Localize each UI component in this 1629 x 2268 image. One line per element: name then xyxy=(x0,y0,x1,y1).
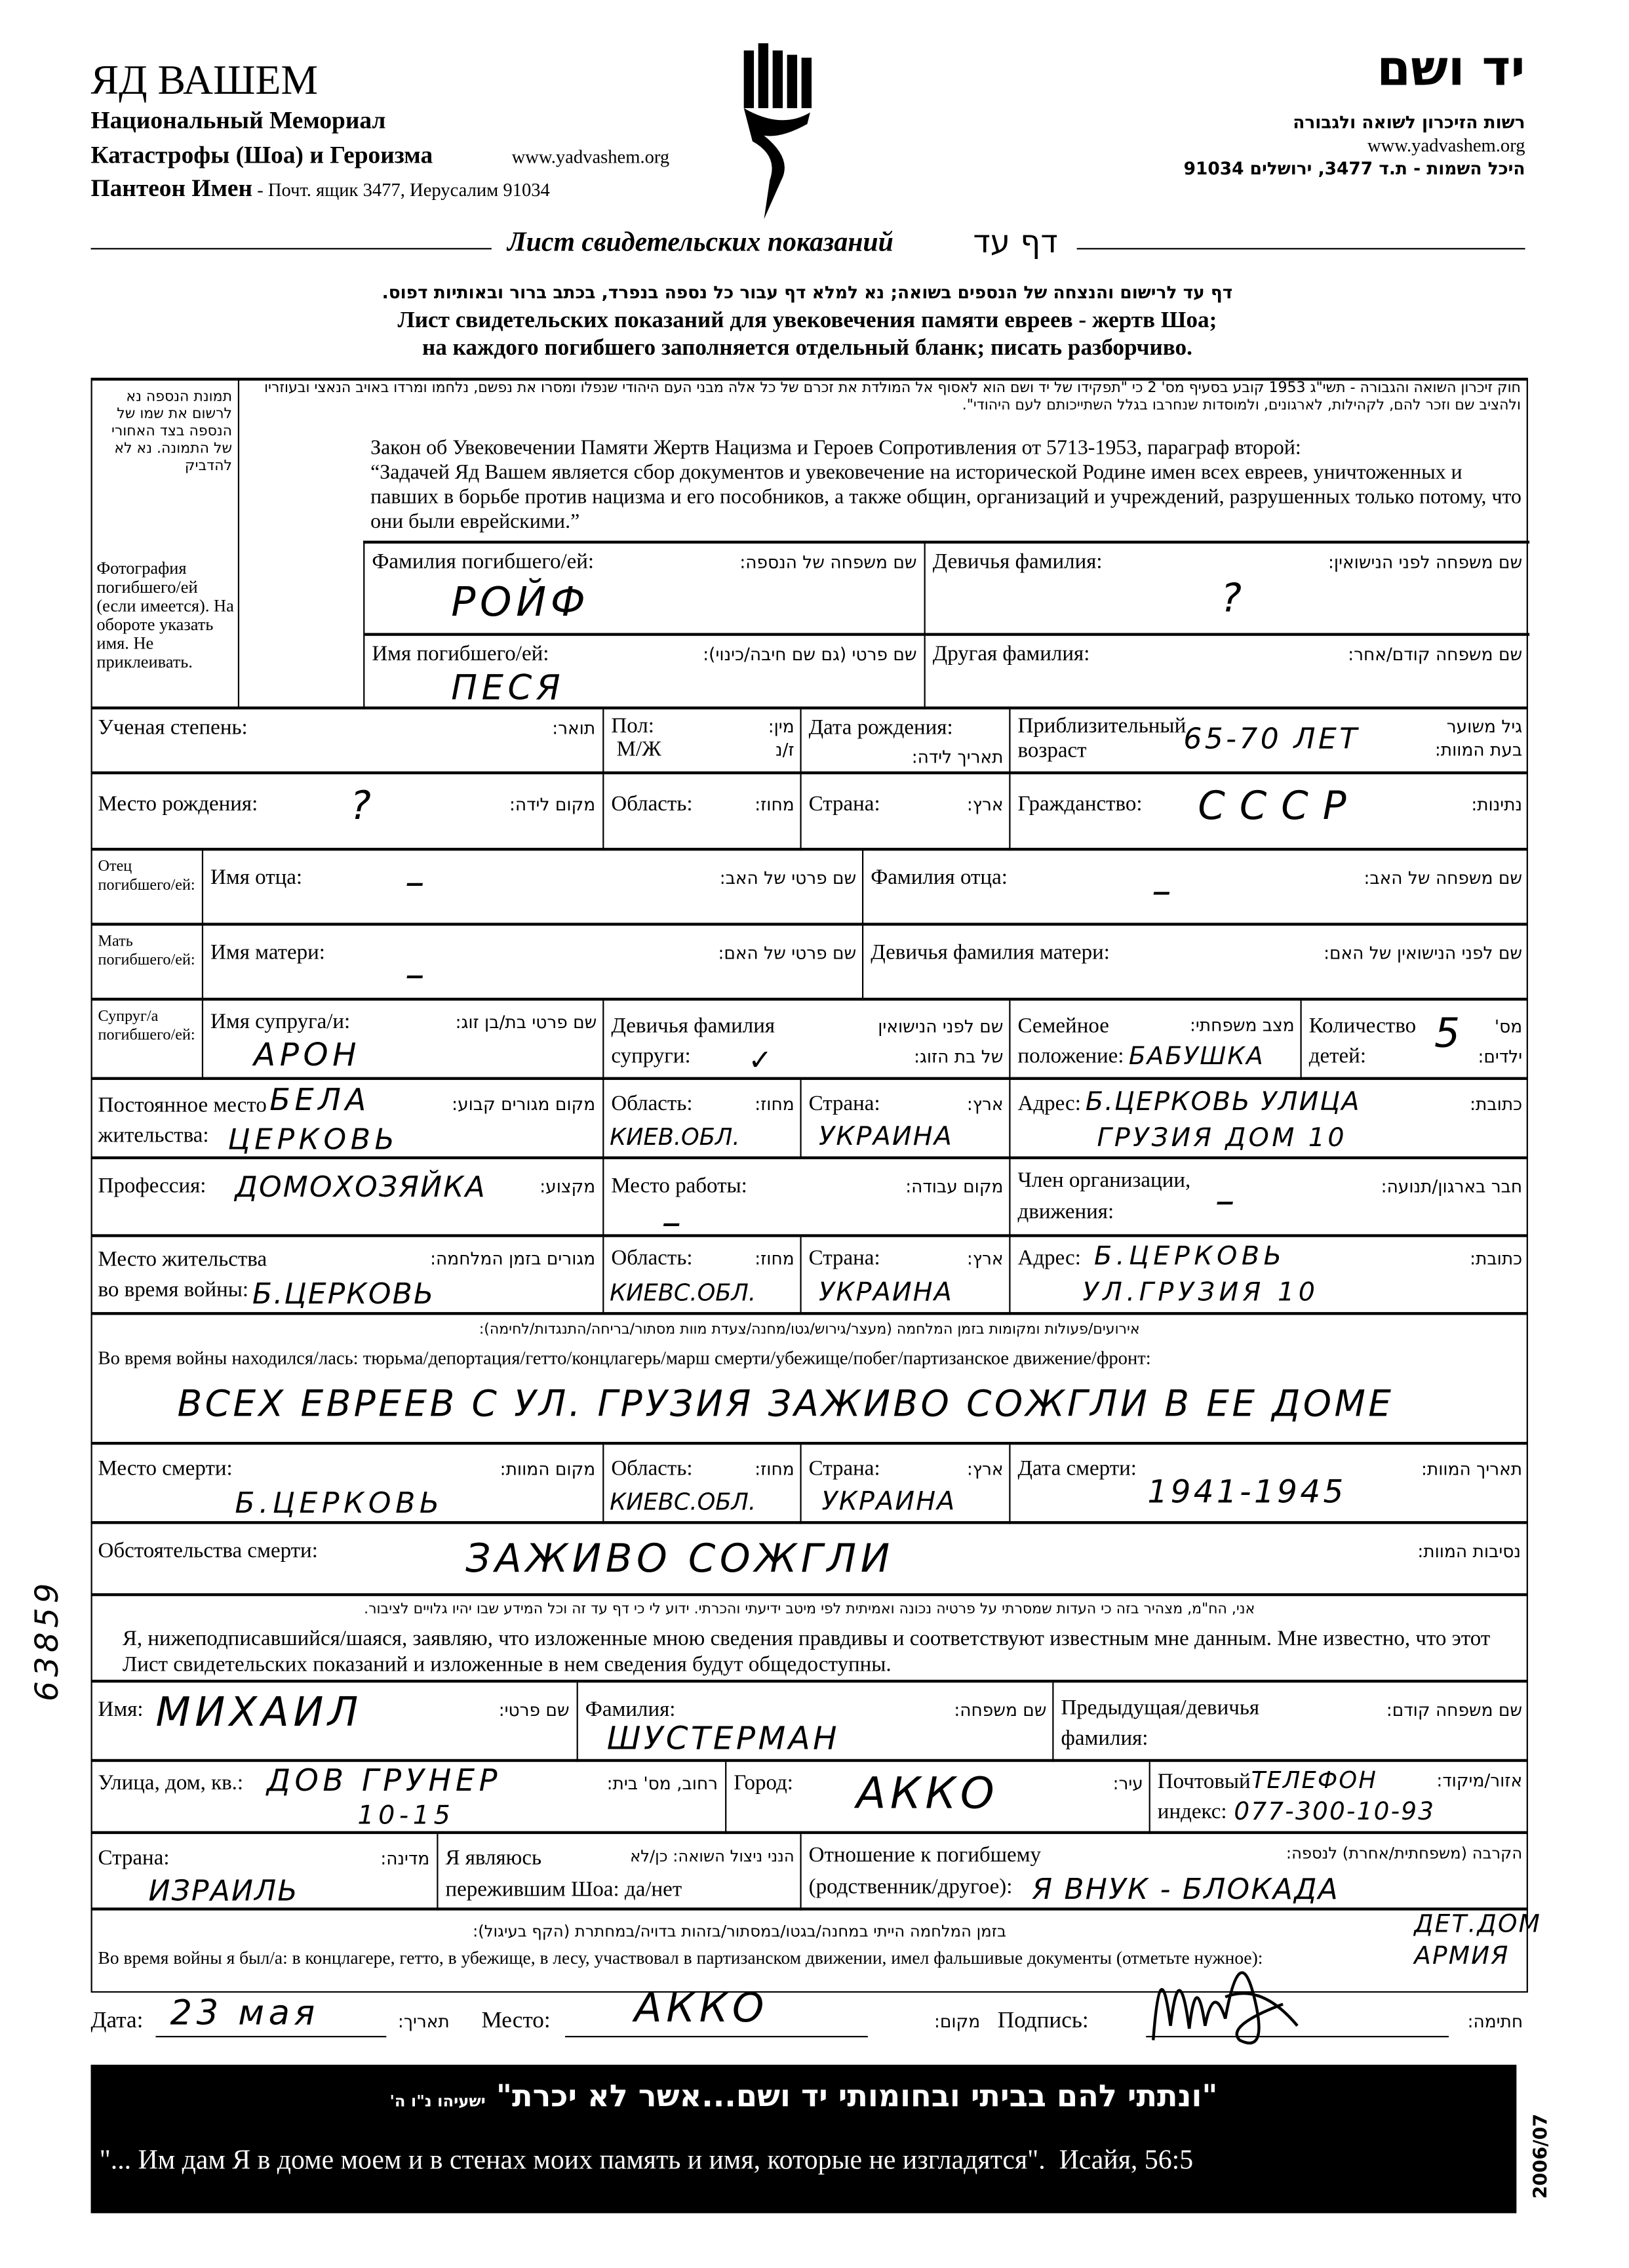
form-title-ru: Лист свидетельских показаний xyxy=(507,228,893,258)
witness-city-field[interactable] xyxy=(725,1762,1150,1834)
war-region-field[interactable] xyxy=(602,1237,801,1315)
war-events-label-he: אירועים/פעולות ומקומות בזמן המלחמה (מעצר/גירוש/גטו/מחנה/צעדת מוות מסתור/בריחה/התנגדות/לחימה): xyxy=(479,1322,1140,1338)
label-he: אזור/מיקוד: xyxy=(1436,1770,1523,1791)
handwritten-value: КИЕВ.ОБЛ. xyxy=(610,1123,740,1151)
title-rule-left xyxy=(91,248,492,249)
signature-label: Подпись: xyxy=(997,2008,1089,2033)
handwritten-value: ГРУЗИЯ ДОМ 10 xyxy=(1097,1123,1347,1154)
label: Страна: xyxy=(98,1846,170,1871)
label-he: שם לפני הנישואין xyxy=(878,1016,1004,1037)
organization-field[interactable] xyxy=(1009,1159,1529,1237)
workplace-field[interactable] xyxy=(602,1159,1010,1246)
label: Член организации, xyxy=(1017,1169,1191,1193)
label: детей: xyxy=(1308,1045,1366,1069)
mother-section-label: Мать погибшего/ей: xyxy=(98,932,195,969)
label-he: שם משפחה של האב: xyxy=(1364,867,1523,888)
handwritten-value: РОЙФ xyxy=(451,578,590,626)
org-line1: Национальный Мемориал xyxy=(90,106,386,134)
label: Область: xyxy=(611,1247,693,1271)
label-he: ארץ: xyxy=(966,1094,1004,1115)
label-he: ילדים: xyxy=(1478,1046,1523,1067)
signature-scribble-icon xyxy=(1139,1940,1312,2069)
label-he: תאריך לידה: xyxy=(911,747,1004,767)
mother-name-field[interactable] xyxy=(202,926,863,1001)
label-he: שם משפחה קודם: xyxy=(1386,1700,1523,1721)
label: Место рождения: xyxy=(98,793,258,816)
birth-region-field[interactable] xyxy=(602,774,801,851)
death-place-field[interactable] xyxy=(91,1444,603,1524)
handwritten-value: ЦЕРКОВЬ xyxy=(227,1121,399,1157)
degree-field[interactable] xyxy=(91,709,603,774)
photo-note-he: תמונת הנספה נא לרשום את שמו של הנספה בצד האחורי של התמונה. נא לא להדביק xyxy=(111,389,233,475)
handwritten-value: 1941-1945 xyxy=(1147,1475,1346,1511)
handwritten-value: – xyxy=(661,1201,686,1246)
law-title-ru: Закон об Увековечении Памяти Жертв Нацизма и Героев Сопротивления от 5713-1953, параграф второй: xyxy=(370,437,1301,460)
label-he: מקום עבודה: xyxy=(905,1176,1004,1197)
age-field[interactable] xyxy=(1009,709,1529,774)
handwritten-value: ДОВ ГРУНЕР xyxy=(266,1763,502,1799)
label-he: ארץ: xyxy=(966,794,1004,815)
row-degree xyxy=(91,707,1528,774)
residence-field[interactable] xyxy=(91,1080,603,1159)
footer-quote-ru xyxy=(100,2145,1193,2177)
handwritten-value: АККО xyxy=(856,1769,999,1820)
quote-he: "ונתתי להם בביתי ובחומותי יד ושם...אשר לא יכרת" xyxy=(496,2079,1218,2114)
org-url: www.yadvashem.org xyxy=(511,146,670,168)
label-he: רחוב, מס' בית: xyxy=(606,1773,718,1794)
handwritten-value: БАБУШКА xyxy=(1128,1042,1265,1071)
children-count-field[interactable] xyxy=(1300,1001,1529,1080)
row-declaration xyxy=(91,1593,1528,1682)
label: пережившим Шоа: да/нет xyxy=(445,1879,682,1902)
label-he: שם פרטי: xyxy=(498,1700,570,1721)
label: положение: xyxy=(1017,1045,1124,1069)
instructions-he: דף עד לרישום והנצחה של הנספים בשואה; נא למלא דף עבור כל נספה בנפרד, בכתב ברור ובאותיות דפוס. xyxy=(382,283,1233,303)
war-events-value: ВСЕХ ЕВРЕЕВ С УЛ. ГРУЗИЯ ЗАЖИВО СОЖГЛИ В ЕЕ ДОМЕ xyxy=(177,1382,1394,1425)
form-title-he: דף עד xyxy=(973,225,1058,262)
father-section-label: Отец погибшего/ей: xyxy=(98,858,195,894)
handwritten-value: ДОМОХОЗЯЙКА xyxy=(235,1169,486,1204)
declaration-ru: Я, нижеподписавшийся/шаяся, заявляю, что изложенные мною сведения правдивы и соответствуют известным мне данным. Мне известно, что этот Лист свидетельских показаний и изложенные в нем сведения будут общедоступны. xyxy=(122,1627,1491,1677)
label-he: גיל משוער xyxy=(1446,716,1523,737)
label: Страна: xyxy=(808,1247,880,1271)
place-label: Место: xyxy=(481,2008,551,2033)
war-residence-field[interactable] xyxy=(91,1237,603,1315)
row-witness-address xyxy=(91,1759,1528,1834)
label-he: מין: xyxy=(768,716,795,737)
label: Место жительства xyxy=(98,1248,267,1272)
row-residence xyxy=(91,1077,1528,1159)
war-country-field[interactable] xyxy=(800,1237,1010,1315)
victim-first-name-field[interactable] xyxy=(364,636,925,709)
row-profession xyxy=(91,1157,1528,1246)
handwritten-value: ШУСТЕРМАН xyxy=(606,1721,840,1758)
residence-address-field[interactable] xyxy=(1009,1080,1529,1159)
mother-maiden-field[interactable] xyxy=(862,926,1529,1001)
label: Имя погибшего/ей: xyxy=(372,643,549,666)
handwritten-value: УКРАИНА xyxy=(821,1486,956,1517)
family-status-field[interactable] xyxy=(1009,1001,1301,1080)
law-text-he: חוק זיכרון השואה והגבורה - תשי"ג 1953 קובע בסעיף מס' 2 כי "תפקידו של יד ושם הוא לאסוף אל המולדת את זכרם של כל אלה מבני העם היהודי שנפלו ומסרו את נפשם, נלחמו ומרדו באויב הנאצי ובעוזריו ולהציב שם וזכר להם, לקהילות, לארגונים, ולמוסדות שנחרבו בגלל השתייכותם לעם היהודי". xyxy=(264,380,1521,414)
title-rule-right xyxy=(1077,248,1525,249)
label: возраст xyxy=(1017,740,1087,763)
label: жительства: xyxy=(98,1124,209,1148)
margin-archive-number: 63859 xyxy=(30,1578,67,1701)
label-he: שם משפחה קודם/אחר: xyxy=(1348,644,1523,665)
dob-field[interactable] xyxy=(800,709,1010,774)
label-he: שם משפחה של הנספה: xyxy=(739,552,917,573)
label-he: ארץ: xyxy=(966,1248,1004,1269)
label-he: מחוז: xyxy=(755,1248,795,1269)
org-name-he: יד ושם xyxy=(1377,40,1525,98)
label: Страна: xyxy=(808,1092,880,1117)
label-he: שם פרטי של האם: xyxy=(718,943,857,963)
handwritten-value: ТЕЛЕФОН xyxy=(1251,1766,1377,1794)
label-he: כתובת: xyxy=(1470,1248,1523,1269)
row-mother xyxy=(91,923,1528,1001)
father-name-field[interactable] xyxy=(202,850,863,925)
label: индекс: xyxy=(1157,1800,1227,1824)
label: Другая фамилия: xyxy=(932,643,1090,666)
war-events-label-ru: Во время войны находился/лась: тюрьма/депортация/гетто/концлагерь/марш смерти/убежище/побег/партизанское движение/фронт: xyxy=(98,1346,1151,1368)
handwritten-value: УКРАИНА xyxy=(819,1277,954,1308)
label: Семейное xyxy=(1017,1015,1109,1039)
residence-region-field[interactable] xyxy=(602,1080,801,1159)
label-he: שם פרטי של האב: xyxy=(719,867,857,888)
handwritten-value: ? xyxy=(350,784,376,829)
label-he: כתובת: xyxy=(1470,1094,1523,1115)
spouse-name-field[interactable] xyxy=(202,1001,604,1080)
war-status-he: בזמן המלחמה הייתי במחנה/בגטו/במסתור/בזהות בדויה/במחתרת (הקף בעיגול): xyxy=(473,1922,1007,1941)
label: Улица, дом, кв.: xyxy=(98,1772,244,1795)
date-label-he: תאריך: xyxy=(397,2011,450,2032)
victim-surname-field[interactable] xyxy=(364,544,925,636)
footer-quote-he xyxy=(91,2079,1517,2114)
row-witness-name xyxy=(91,1680,1528,1762)
label: Дата смерти: xyxy=(1017,1458,1137,1481)
label: Количество xyxy=(1308,1015,1417,1039)
label-he: נסיבות המוות: xyxy=(1417,1541,1521,1562)
label: Отношение к погибшему xyxy=(808,1844,1042,1867)
place-line[interactable] xyxy=(565,2036,868,2037)
label: Адрес: xyxy=(1017,1247,1081,1271)
birth-country-field[interactable] xyxy=(800,774,1010,851)
label-he: נתינות: xyxy=(1471,794,1523,815)
handwritten-value: – xyxy=(404,953,429,998)
signature-label-he: חתימה: xyxy=(1467,2011,1523,2032)
label: супруги: xyxy=(611,1045,691,1069)
label: Девичья фамилия: xyxy=(932,551,1103,574)
law-quote-ru: “Задачей Яд Вашем является сбор документов и увековечение на исторической Родине имен всех евреев, уничтоженных и павших в борьбе против нацизма и его пособников, а также общин, организаций и учреждений, разрушенных только потому, что они были еврейскими.” xyxy=(370,461,1521,534)
org-line3 xyxy=(91,174,550,203)
label: движения: xyxy=(1017,1201,1114,1224)
handwritten-value: АРМИЯ xyxy=(1414,1942,1510,1972)
label: Имя отца: xyxy=(210,866,303,890)
label: (родственник/другое): xyxy=(808,1875,1013,1900)
quote-he-ref: ישעיהו נ"ו ה' xyxy=(389,2092,486,2111)
label-he: שם פרטי (גם שם חיבה/כינוי): xyxy=(703,644,917,665)
label-he: עיר: xyxy=(1112,1773,1143,1794)
label-he: מצב משפחתי: xyxy=(1189,1015,1295,1035)
label: Имя супруга/и: xyxy=(210,1010,351,1034)
label: Место работы: xyxy=(611,1175,747,1199)
handwritten-value: ПЕСЯ xyxy=(451,667,565,708)
label-he: ז/נ xyxy=(775,740,795,760)
label-he: מקום מגורים קבוע: xyxy=(452,1094,596,1115)
label-he: חבר בארגון/תנועה: xyxy=(1381,1176,1523,1197)
label: Имя: xyxy=(98,1698,144,1722)
war-status-ru: Во время войны я был/а: в концлагере, гетто, в убежище, в лесу, участвовал в партизанском движении, имел фальшивые документы (отметьте нужное): xyxy=(98,1947,1263,1968)
label: Дата рождения: xyxy=(808,716,953,740)
label: Девичья фамилия xyxy=(611,1015,775,1039)
label: во время войны: xyxy=(98,1279,249,1302)
label: Гражданство: xyxy=(1017,793,1143,816)
handwritten-value: Б.ЦЕРКОВЬ УЛИЦА xyxy=(1085,1087,1361,1118)
handwritten-value: 5 xyxy=(1434,1009,1464,1057)
handwritten-value: Б.ЦЕРКОВЬ xyxy=(235,1484,444,1520)
org-name-ru: ЯД ВАШЕМ xyxy=(90,57,319,104)
witness-first-name-field[interactable] xyxy=(91,1682,577,1762)
witness-street-field[interactable] xyxy=(91,1762,726,1834)
place-value: АККО xyxy=(634,1983,768,2032)
label-he: של בת הזוג: xyxy=(914,1046,1004,1067)
label: фамилия: xyxy=(1061,1727,1148,1751)
label-he: שם משפחה לפני הנישואין: xyxy=(1328,552,1523,573)
photo-note-ru: Фотография погибшего/ей (если имеется). На обороте указать имя. Не приклеивать. xyxy=(96,558,234,672)
label: Фамилия: xyxy=(585,1698,676,1722)
label-he: ארץ: xyxy=(966,1459,1004,1480)
handwritten-value: 65-70 ЛЕТ xyxy=(1183,721,1360,756)
handwritten-value: ИЗРАИЛЬ xyxy=(148,1873,299,1908)
label: Область: xyxy=(611,793,693,816)
postal-address: - Почт. ящик 3477, Иерусалим 91034 xyxy=(252,178,550,201)
label: Область: xyxy=(611,1092,693,1117)
witness-surname-field[interactable] xyxy=(577,1682,1054,1762)
pantheon-label: Пантеон Имен xyxy=(90,174,253,202)
label: Адрес: xyxy=(1017,1092,1081,1117)
org-he-url: www.yadvashem.org xyxy=(1367,134,1525,156)
label: Область: xyxy=(611,1458,693,1481)
form-version: 2006/07 xyxy=(1531,2113,1553,2199)
handwritten-value: УКРАИНА xyxy=(819,1121,954,1153)
row-birth xyxy=(91,771,1528,850)
handwritten-value: – xyxy=(1152,869,1176,915)
org-he-line1: רשות הזיכרון לשואה ולגבורה xyxy=(1293,112,1525,133)
label: Почтовый xyxy=(1157,1770,1251,1794)
handwritten-value: ДЕТ.ДОМ xyxy=(1414,1910,1542,1940)
label: Предыдущая/девичья xyxy=(1061,1697,1260,1721)
label-he: הקרבה (משפחתית/אחרת) לנספה: xyxy=(1286,1844,1523,1863)
label-he: מדינה: xyxy=(380,1848,430,1869)
label: Страна: xyxy=(808,1458,880,1481)
handwritten-value: БЕЛА xyxy=(269,1083,370,1118)
spouse-section-label: Супруг/а погибшего/ей: xyxy=(98,1008,195,1044)
handwritten-value: МИХАИЛ xyxy=(155,1688,363,1736)
label: Обстоятельства смерти: xyxy=(98,1540,318,1563)
declaration-he: אני, הח"מ, מצהיר בזה כי העדות שמסרתי על פרטיה נכונה ואמיתית לפי מיטב ידיעתי והכרתי. ידוע לי כי דף עד זה וכל המידע שבו יהיו גלויים לציבור. xyxy=(364,1602,1255,1618)
instructions-ru-2: на каждого погибшего заполняется отдельный бланк; писать разборчиво. xyxy=(422,336,1192,361)
label-he: מחוז: xyxy=(755,1459,795,1480)
label: Город: xyxy=(734,1772,793,1795)
date-line[interactable] xyxy=(155,2036,386,2037)
residence-country-field[interactable] xyxy=(800,1080,1010,1159)
label-he: שם לפני הנישואין של האם: xyxy=(1324,943,1523,963)
label-he: בעת המוות: xyxy=(1434,740,1523,760)
witness-prev-surname-field[interactable] xyxy=(1052,1682,1529,1762)
witness-country-field[interactable] xyxy=(91,1834,437,1911)
label: Я являюсь xyxy=(445,1846,542,1871)
label: Постоянное место xyxy=(98,1094,267,1118)
label-he: מחוז: xyxy=(755,794,795,815)
death-date-field[interactable] xyxy=(1009,1444,1529,1524)
label: Страна: xyxy=(808,793,880,816)
label: Приблизительный xyxy=(1017,715,1187,738)
label-he: שם פרטי בת/בן זוג: xyxy=(455,1012,597,1033)
date-label: Дата: xyxy=(90,2008,144,2033)
date-value: 23 мая xyxy=(170,1993,319,2033)
row-war-events[interactable] xyxy=(91,1312,1528,1444)
handwritten-value: ЗАЖИВО СОЖГЛИ xyxy=(465,1537,894,1582)
survivor-field[interactable] xyxy=(437,1834,801,1911)
row-death-place xyxy=(91,1442,1528,1524)
org-line2: Катастрофы (Шоа) и Героизма xyxy=(90,141,433,169)
label: Фамилия отца: xyxy=(871,866,1008,890)
death-country-field[interactable] xyxy=(800,1444,1010,1524)
handwritten-value: УЛ.ГРУЗИЯ 10 xyxy=(1082,1277,1320,1308)
row-father xyxy=(91,848,1528,926)
handwritten-value: АРОН xyxy=(254,1038,361,1075)
label-he: שם משפחה: xyxy=(954,1700,1047,1721)
yad-vashem-logo-icon xyxy=(738,43,825,224)
label-he: מקום לידה: xyxy=(509,794,596,815)
label: Фамилия погибшего/ей: xyxy=(372,551,595,574)
handwritten-value: – xyxy=(404,860,429,905)
handwritten-value: – xyxy=(1215,1179,1240,1224)
org-he-address: היכל השמות - ת.ד 3477, ירושלים 91034 xyxy=(1183,158,1525,179)
label: М/Ж xyxy=(616,738,661,762)
label-he: מגורים בזמן המלחמה: xyxy=(430,1248,596,1269)
row-spouse xyxy=(91,998,1528,1080)
relation-field[interactable] xyxy=(800,1834,1542,1972)
label: Ученая степень: xyxy=(98,716,248,740)
profession-field[interactable] xyxy=(91,1159,603,1237)
war-address-field[interactable] xyxy=(1009,1237,1529,1315)
label-he: הנני ניצול השואה: כן/לא xyxy=(630,1846,795,1866)
handwritten-value: ? xyxy=(1221,576,1246,622)
label-he: תאריך המוות: xyxy=(1421,1459,1523,1480)
footer-quote-band xyxy=(91,2065,1517,2213)
label-he: מקום המוות: xyxy=(500,1459,596,1480)
father-surname-field[interactable] xyxy=(862,850,1529,925)
handwritten-value: КИЕВС.ОБЛ. xyxy=(610,1279,756,1307)
handwritten-value: СССР xyxy=(1198,784,1361,829)
victim-name-block xyxy=(363,541,1529,709)
handwritten-value: 10-15 xyxy=(357,1800,455,1831)
victim-maiden-field[interactable] xyxy=(926,544,1529,636)
victim-other-surname-field[interactable] xyxy=(926,636,1529,709)
quote-ru-ref: Исайя, 56:5 xyxy=(1059,2145,1194,2176)
label: Девичья фамилия матери: xyxy=(871,941,1110,965)
law-text-ru xyxy=(370,437,1523,535)
citizenship-field[interactable] xyxy=(1009,774,1529,851)
label: Имя матери: xyxy=(210,941,325,965)
row-war-residence xyxy=(91,1234,1528,1315)
handwritten-value: Б.ЦЕРКОВЬ xyxy=(252,1276,435,1311)
place-label-he: מקום: xyxy=(933,2011,981,2032)
handwritten-value: Я ВНУК - БЛОКАДА xyxy=(1032,1871,1339,1907)
handwritten-value: ✓ xyxy=(748,1042,777,1077)
sex-field[interactable] xyxy=(602,709,801,774)
handwritten-value: Б.ЦЕРКОВЬ xyxy=(1094,1241,1286,1272)
label-he: מס' xyxy=(1494,1016,1523,1037)
label-he: מחוז: xyxy=(755,1094,795,1115)
witness-postal-field[interactable] xyxy=(1149,1762,1530,1834)
instructions-ru-1: Лист свидетельских показаний для увековечения памяти евреев - жертв Шоа; xyxy=(397,308,1217,333)
label-he: מקצוע: xyxy=(540,1176,596,1197)
spouse-maiden-field[interactable] xyxy=(602,1001,1010,1080)
label: Место смерти: xyxy=(98,1458,233,1481)
row-witness-war-status[interactable] xyxy=(91,1907,1528,1995)
birthplace-field[interactable] xyxy=(91,774,603,851)
photo-box xyxy=(91,378,239,706)
handwritten-value: 077-300-10-93 xyxy=(1234,1798,1436,1827)
death-region-field[interactable] xyxy=(602,1444,801,1524)
label: Пол: xyxy=(611,715,654,738)
label-he: תואר: xyxy=(552,718,596,738)
quote-ru: "... Им дам Я в доме моем и в стенах моих память и имя, которые не изгладятся". xyxy=(99,2145,1046,2176)
handwritten-value: КИЕВС.ОБЛ. xyxy=(610,1488,756,1516)
row-death-circumstances[interactable] xyxy=(91,1521,1528,1596)
label: Профессия: xyxy=(98,1175,206,1199)
